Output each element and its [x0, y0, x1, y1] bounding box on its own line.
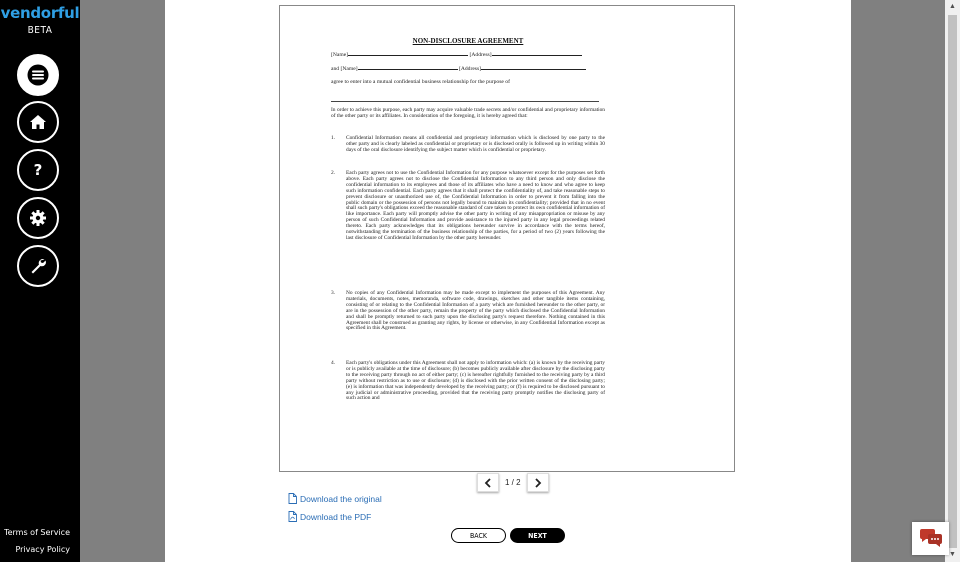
name-field-2: and [Name]	[331, 66, 358, 72]
item-number: 4.	[331, 360, 336, 366]
page-indicator: 1 / 2	[505, 478, 521, 487]
privacy-link[interactable]: Privacy Policy	[15, 545, 70, 554]
chat-bubbles-icon	[918, 528, 944, 550]
item-number: 1.	[331, 135, 336, 141]
settings-button[interactable]	[17, 197, 59, 239]
right-gutter	[851, 0, 945, 562]
brand-logo[interactable]: vendorful	[0, 4, 80, 22]
clause-2: Each party agrees not to use the Confidential Information for any purpose whatsoever except for the purposes set forth above. Each party agrees not to disclose the Confidential Information to any third person and only disclose the confidential information to its employees and those of its affiliates who have a need to know and who agree to keep such information confidential. Each party agrees that it shall protect the confidentiality of, and take reasonable steps to prevent disclosure or unauthorized use of, the Confidential Information in order to prevent it from falling into the public domain or the possession of persons not legally bound to maintain its confidentiality; provided that in no event shall such party's obligations exceed the reasonable standard of care taken to protect its own confidential information of like importance. Each party will promptly advise the other party in writing of any misappropriation or misuse by any person of such Confidential Information and provide assistance to the injured party in any legal proceedings related thereto. Each party acknowledges that its obligations hereunder survive in accordance with the terms hereof, notwithstanding the termination of the business relationship of the parties, for a period of two (2) years following the last disclosure of Confidential Information by the other party hereunder.	[346, 170, 605, 241]
document-title: NON-DISCLOSURE AGREEMENT	[412, 37, 524, 45]
svg-text:?: ?	[33, 161, 43, 179]
pdf-file-icon	[288, 511, 297, 522]
purpose-blank	[331, 101, 599, 102]
page-navigator	[477, 473, 549, 492]
file-icon	[288, 493, 297, 504]
chevron-right-icon	[534, 478, 542, 488]
party-row-1	[331, 50, 582, 58]
menu-icon	[27, 64, 49, 86]
next-button[interactable]: NEXT	[510, 528, 565, 543]
prev-page-button[interactable]	[477, 473, 499, 492]
scrollbar-thumb[interactable]	[948, 15, 957, 548]
help-icon	[28, 160, 48, 180]
intro-paragraph: In order to achieve this purpose, each party may acquire valuable trade secrets and/or confidential and proprietary information of the other party or its affiliates. In consideration of the foregoing, it is hereby agreed that:	[331, 107, 605, 119]
address-field-1: [Address]	[469, 52, 492, 58]
name-field-1: [Name]	[331, 52, 349, 58]
beta-badge: BETA	[27, 25, 53, 36]
clause-1: Confidential Information means all confidential and proprietary information which is disclosed by one party to the other party and is clearly labeled as confidential or proprietary or is disclosed orally is followed up in writing within 30 days of the oral disclosure identifying the subject matter which is confidential or proprietary.	[346, 135, 605, 153]
clause-3: No copies of any Confidential Information may be made except to implement the purposes of this Agreement. Any materials, documents, notes, memoranda, software code, drawings, sketches and other tangible items containing, consisting of or relating to the Confidential Information of a party which are furnished hereunder to the other party, or are in the possession of the other party, remain the property of the party which disclosed the Confidential Information and shall be promptly returned to such party upon the disclosing party's request therefore. Nothing contained in this Agreement shall be construed as granting any rights, by license or otherwise, in any Confidential Information except as specified in this Agreement.	[346, 290, 605, 332]
sidebar	[0, 0, 80, 562]
address-field-2: [Address]	[458, 66, 482, 72]
help-button[interactable]	[17, 149, 59, 191]
gear-icon	[28, 208, 48, 228]
clause-4: Each party's obligations under this Agreement shall not apply to information which: (a) is known by the receiving party or is publicly available at the time of disclosure; (b) becomes publicly available after disclosure by the disclosing party to the receiving party through no act of either party; (c) is hereafter rightfully furnished to the receiving party by a third party without restriction as to use or disclosure; (d) is disclosed with the prior written consent of the disclosing party; (e) is information that was independently developed by the receiving party; or (f) is required to be disclosed pursuant to any judicial or administrative proceeding, provided that the receiving party promptly notifies the disclosing party of such action and	[346, 360, 605, 402]
back-button[interactable]: BACK	[451, 528, 506, 543]
download-pdf-label[interactable]: Download the PDF	[300, 511, 372, 522]
tools-button[interactable]	[17, 245, 59, 287]
left-gutter	[80, 0, 165, 562]
terms-link[interactable]: Terms of Service	[4, 528, 70, 537]
home-icon	[28, 112, 48, 132]
download-pdf-link[interactable]	[288, 511, 371, 522]
item-number: 2.	[331, 170, 336, 176]
next-page-button[interactable]	[527, 473, 549, 492]
party-row-2	[331, 64, 586, 72]
chevron-left-icon	[484, 478, 492, 488]
wrench-icon	[28, 256, 48, 276]
scroll-up-icon[interactable]: ▲	[949, 3, 956, 10]
purpose-line: agree to enter into a mutual confidential business relationship for the purpose of	[331, 79, 510, 85]
scroll-down-icon[interactable]: ▼	[949, 551, 956, 558]
download-original-link[interactable]	[288, 493, 382, 504]
item-number: 3.	[331, 290, 336, 296]
menu-button[interactable]	[17, 54, 59, 96]
chat-widget-button[interactable]	[912, 522, 949, 555]
home-button[interactable]	[17, 101, 59, 143]
download-original-label[interactable]: Download the original	[300, 493, 382, 504]
